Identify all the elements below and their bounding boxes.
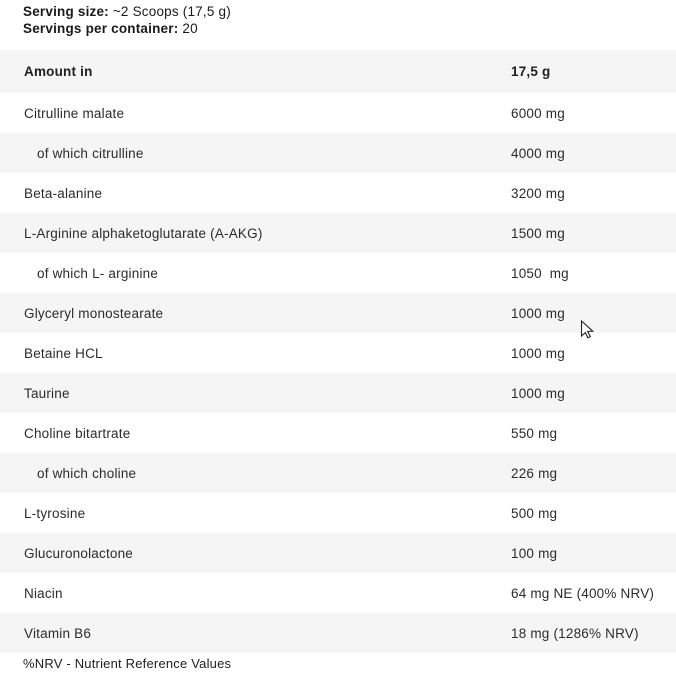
ingredient-name: Vitamin B6 — [24, 625, 92, 641]
table-row — [0, 613, 676, 653]
ingredient-amount: 100 mg — [511, 545, 558, 561]
ingredient-name: Glucuronolactone — [24, 545, 134, 561]
ingredient-amount: 1500 mg — [511, 225, 565, 241]
ingredient-name: Beta-alanine — [24, 185, 103, 201]
ingredient-name: of which choline — [37, 465, 137, 481]
ingredient-amount: 4000 mg — [511, 145, 565, 161]
serving-size-label: Serving size: — [23, 4, 109, 19]
table-row — [0, 533, 676, 573]
ingredient-amount: 1000 mg — [511, 345, 565, 361]
ingredient-amount: 1000 mg — [511, 385, 565, 401]
table-row — [0, 133, 676, 173]
ingredient-amount: 18 mg (1286% NRV) — [511, 625, 639, 641]
table-row — [0, 333, 676, 373]
table-row — [0, 173, 676, 213]
ingredient-amount: 3200 mg — [511, 185, 565, 201]
table-row — [0, 373, 676, 413]
nrv-footnote: %NRV - Nutrient Reference Values — [23, 656, 232, 671]
ingredient-amount: 226 mg — [511, 465, 558, 481]
servings-per-container-value: 20 — [178, 21, 198, 36]
table-row — [0, 453, 676, 493]
ingredient-name: of which L- arginine — [37, 265, 159, 281]
table-body — [0, 93, 676, 653]
table-header-label: Amount in — [24, 64, 93, 79]
servings-per-container-line — [23, 20, 676, 37]
table-row — [0, 93, 676, 133]
ingredient-name: of which citrulline — [37, 145, 144, 161]
ingredient-amount: 550 mg — [511, 425, 558, 441]
ingredient-name: Betaine HCL — [24, 345, 103, 361]
ingredients-table — [0, 50, 676, 653]
servings-per-container-label: Servings per container: — [23, 21, 179, 36]
table-header-amount: 17,5 g — [511, 64, 551, 79]
table-row — [0, 253, 676, 293]
ingredient-name: L-tyrosine — [24, 505, 86, 521]
ingredient-name: Taurine — [24, 385, 70, 401]
serving-size-value: ~2 Scoops (17,5 g) — [108, 4, 231, 19]
table-row — [0, 293, 676, 333]
ingredient-name: Citrulline malate — [24, 105, 125, 121]
ingredient-amount: 64 mg NE (400% NRV) — [511, 585, 655, 601]
ingredient-name: Glyceryl monostearate — [24, 305, 164, 321]
ingredient-amount: 500 mg — [511, 505, 558, 521]
ingredient-amount: 6000 mg — [511, 105, 565, 121]
table-row — [0, 413, 676, 453]
ingredient-amount: 1050 mg — [511, 265, 569, 281]
table-row — [0, 493, 676, 533]
table-row — [0, 213, 676, 253]
ingredient-amount: 1000 mg — [511, 305, 565, 321]
ingredient-name: Niacin — [24, 585, 63, 601]
table-row — [0, 573, 676, 613]
ingredient-name: L-Arginine alphaketoglutarate (A-AKG) — [24, 225, 263, 241]
table-header-row — [0, 50, 676, 93]
ingredient-name: Choline bitartrate — [24, 425, 131, 441]
serving-info — [0, 0, 676, 37]
serving-size-line — [23, 3, 676, 20]
